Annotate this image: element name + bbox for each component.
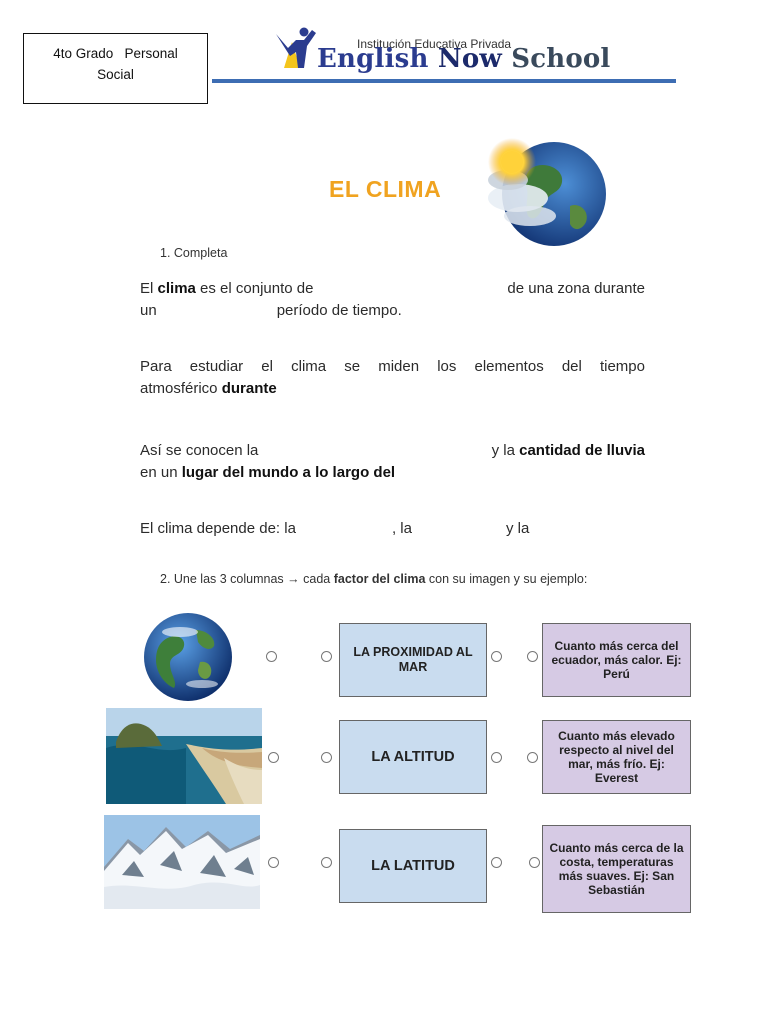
paragraph-depends-on [140, 518, 645, 540]
p1-start [140, 278, 313, 300]
example-box-everest: Cuanto más elevado respecto al nivel del mar, más frío. Ej: Everest [542, 720, 691, 794]
p3-end [492, 440, 645, 462]
p3-bold-rain: cantidad de lluvia [519, 442, 645, 459]
row1-example-dot[interactable] [527, 651, 538, 662]
factor-box-proximity: LA PROXIMIDAD AL MAR [339, 623, 487, 697]
p4-mid: , la [391, 520, 412, 537]
p3-bold-place: lugar del mundo a lo largo del [181, 464, 396, 481]
p1-bold-clima: clima [157, 280, 196, 297]
row2-example-dot[interactable] [527, 752, 538, 763]
p1-text-a: El [140, 280, 158, 297]
paragraph-known-values [140, 440, 645, 484]
q2-text-b: cada [299, 572, 334, 586]
grade-line-2: Social [97, 67, 134, 82]
p2-bold-durante: durante [221, 380, 277, 397]
q2-bold-factor: factor del clima [333, 572, 426, 586]
paragraph-study-climate [140, 356, 645, 400]
factor-box-altitude: LA ALTITUD [339, 720, 487, 794]
q2-text-a: 2. Une las 3 columnas [160, 572, 288, 586]
p3-text-b: y la [491, 442, 520, 459]
arrow-right-icon: → [287, 572, 300, 586]
p4-start: El clima depende de: la [140, 520, 296, 537]
row1-factor-right-dot[interactable] [491, 651, 502, 662]
q2-text-d: con su imagen y su ejemplo: [425, 572, 588, 586]
p4-end: y la [505, 520, 530, 537]
p3-start: Así se conocen la [140, 442, 259, 459]
paragraph-climate-definition [140, 278, 645, 322]
weather-globe-image [478, 136, 608, 248]
row1-image-dot[interactable] [266, 651, 277, 662]
school-name-now: Now [437, 44, 502, 74]
row2-image-dot[interactable] [268, 752, 279, 763]
p3-en-un: en un [140, 464, 182, 481]
p2-atmospheric: atmosférico [140, 380, 222, 397]
factor-box-latitude: LA LATITUD [339, 829, 487, 903]
row3-factor-right-dot[interactable] [491, 857, 502, 868]
row2-factor-left-dot[interactable] [321, 752, 332, 763]
row3-factor-left-dot[interactable] [321, 857, 332, 868]
row3-example-dot[interactable] [529, 857, 540, 868]
p1-un: un [140, 302, 157, 319]
p1-text-c: es el conjunto de [195, 280, 314, 297]
school-logo-icon [274, 26, 318, 70]
header-divider [212, 79, 676, 83]
example-box-ecuador: Cuanto más cerca del ecuador, más calor. Ej: Perú [542, 623, 691, 697]
question-2-label [160, 572, 587, 586]
grade-line-1: 4to Grado Personal [53, 46, 178, 61]
coast-image [106, 708, 262, 804]
question-1-label: 1. Completa [160, 246, 228, 260]
grade-subject-box [23, 33, 208, 104]
example-box-san-sebastian: Cuanto más cerca de la costa, temperaturas más suaves. Ej: San Sebastián [542, 825, 691, 913]
row1-factor-left-dot[interactable] [321, 651, 332, 662]
snowy-mountains-image [104, 815, 260, 909]
earth-image [140, 612, 236, 702]
school-name-school: School [511, 44, 611, 74]
row2-factor-right-dot[interactable] [491, 752, 502, 763]
page-title: EL CLIMA [329, 176, 442, 202]
school-subtitle: Institución Educativa Privada [357, 37, 512, 51]
p2-line-1: Para estudiar el clima se miden los elementos del tiempo [140, 358, 645, 375]
school-name-english: English [317, 44, 429, 74]
p1-end: de una zona durante [507, 280, 645, 297]
p1-period: período de tiempo. [276, 302, 402, 319]
row3-image-dot[interactable] [268, 857, 279, 868]
school-name [317, 44, 611, 74]
